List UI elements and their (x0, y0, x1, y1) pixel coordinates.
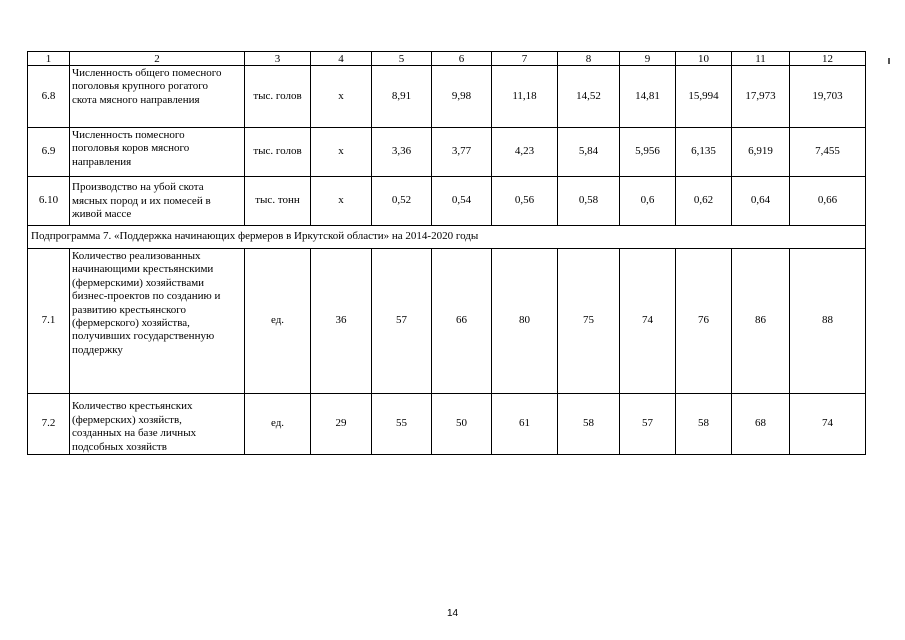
column-number: 7 (492, 52, 558, 66)
indicator-name-line: (фермерского) хозяйства, (72, 317, 190, 330)
indicator-name-line: (фермерскими) хозяйствами (72, 276, 205, 289)
indicator-name-line: подсобных хозяйств (72, 440, 167, 453)
value-cell: 0,64 (732, 177, 790, 226)
column-number: 1 (28, 52, 70, 66)
row-number: 6.9 (28, 128, 70, 177)
column-number: 6 (432, 52, 492, 66)
indicators-table (27, 51, 866, 455)
indicator-name-line: живой массе (72, 208, 132, 221)
indicator-name-line: (фермерских) хозяйств, (72, 413, 182, 426)
indicator-name-line: бизнес-проектов по созданию и (72, 290, 221, 303)
value-cell: 0,6 (620, 177, 676, 226)
indicator-name (70, 394, 245, 455)
unit-cell: ед. (245, 394, 311, 455)
column-number: 4 (311, 52, 372, 66)
value-cell: 58 (676, 394, 732, 455)
indicator-name-line: скота мясного направления (72, 93, 200, 106)
indicator-name-line: направления (72, 155, 132, 168)
value-cell: 86 (732, 249, 790, 394)
table-row (28, 249, 866, 394)
value-cell: 5,84 (558, 128, 620, 177)
column-number: 5 (372, 52, 432, 66)
value-cell: 36 (311, 249, 372, 394)
indicator-name (70, 177, 245, 226)
table-row (28, 177, 866, 226)
row-number: 7.2 (28, 394, 70, 455)
column-number: 10 (676, 52, 732, 66)
column-number-row (28, 52, 866, 66)
indicator-name (70, 128, 245, 177)
indicator-name-line: поголовья коров мясного (72, 142, 190, 155)
column-number: 3 (245, 52, 311, 66)
value-cell: 0,66 (790, 177, 866, 226)
row-number: 7.1 (28, 249, 70, 394)
value-cell: х (311, 177, 372, 226)
column-number: 12 (790, 52, 866, 66)
value-cell: 15,994 (676, 66, 732, 128)
value-cell: 57 (620, 394, 676, 455)
value-cell: 6,135 (676, 128, 732, 177)
indicator-name-line: созданных на базе личных (72, 427, 197, 440)
unit-cell: тыс. голов (245, 128, 311, 177)
column-number: 11 (732, 52, 790, 66)
value-cell: 14,81 (620, 66, 676, 128)
indicator-name-line: Численность помесного (72, 129, 185, 141)
value-cell: х (311, 66, 372, 128)
value-cell: 3,77 (432, 128, 492, 177)
indicator-name-line: мясных пород и их помесей в (72, 194, 211, 207)
table-row (28, 394, 866, 455)
indicator-name (70, 249, 245, 394)
value-cell: 74 (620, 249, 676, 394)
value-cell: 0,52 (372, 177, 432, 226)
row-number: 6.8 (28, 66, 70, 128)
value-cell: х (311, 128, 372, 177)
scan-edge-mark (888, 58, 890, 64)
value-cell: 17,973 (732, 66, 790, 128)
subprogram-title: Подпрограмма 7. «Поддержка начинающих фермеров в Иркутской области» на 2014-2020 годы (28, 226, 866, 249)
value-cell: 50 (432, 394, 492, 455)
column-number: 8 (558, 52, 620, 66)
unit-cell: тыс. тонн (245, 177, 311, 226)
value-cell: 8,91 (372, 66, 432, 128)
unit-cell: тыс. голов (245, 66, 311, 128)
column-number: 2 (70, 52, 245, 66)
value-cell: 88 (790, 249, 866, 394)
indicator-name-line: поголовья крупного рогатого (72, 80, 208, 93)
column-number: 9 (620, 52, 676, 66)
value-cell: 11,18 (492, 66, 558, 128)
value-cell: 4,23 (492, 128, 558, 177)
value-cell: 74 (790, 394, 866, 455)
indicator-name (70, 66, 245, 128)
value-cell: 58 (558, 394, 620, 455)
value-cell: 5,956 (620, 128, 676, 177)
value-cell: 29 (311, 394, 372, 455)
value-cell: 6,919 (732, 128, 790, 177)
value-cell: 57 (372, 249, 432, 394)
value-cell: 19,703 (790, 66, 866, 128)
unit-cell: ед. (245, 249, 311, 394)
indicator-name-line: получивших государственную (72, 330, 215, 343)
value-cell: 14,52 (558, 66, 620, 128)
value-cell: 68 (732, 394, 790, 455)
table-row (28, 66, 866, 128)
indicator-name-line: Численность общего помесного (72, 67, 222, 79)
value-cell: 0,56 (492, 177, 558, 226)
value-cell: 80 (492, 249, 558, 394)
subprogram-row (28, 226, 866, 249)
value-cell: 0,62 (676, 177, 732, 226)
page-number: 14 (446, 608, 459, 619)
indicator-name-line: Производство на убой скота (72, 181, 204, 194)
value-cell: 0,58 (558, 177, 620, 226)
indicator-name-line: Количество крестьянских (72, 400, 193, 413)
value-cell: 75 (558, 249, 620, 394)
value-cell: 76 (676, 249, 732, 394)
indicator-name-line: развитию крестьянского (72, 303, 187, 316)
value-cell: 3,36 (372, 128, 432, 177)
value-cell: 61 (492, 394, 558, 455)
indicator-name-line: начинающими крестьянскими (72, 263, 214, 276)
value-cell: 9,98 (432, 66, 492, 128)
indicator-name-line: Количество реализованных (72, 250, 201, 262)
value-cell: 66 (432, 249, 492, 394)
value-cell: 55 (372, 394, 432, 455)
value-cell: 7,455 (790, 128, 866, 177)
value-cell: 0,54 (432, 177, 492, 226)
indicator-name-line: поддержку (72, 343, 123, 356)
row-number: 6.10 (28, 177, 70, 226)
table-row (28, 128, 866, 177)
